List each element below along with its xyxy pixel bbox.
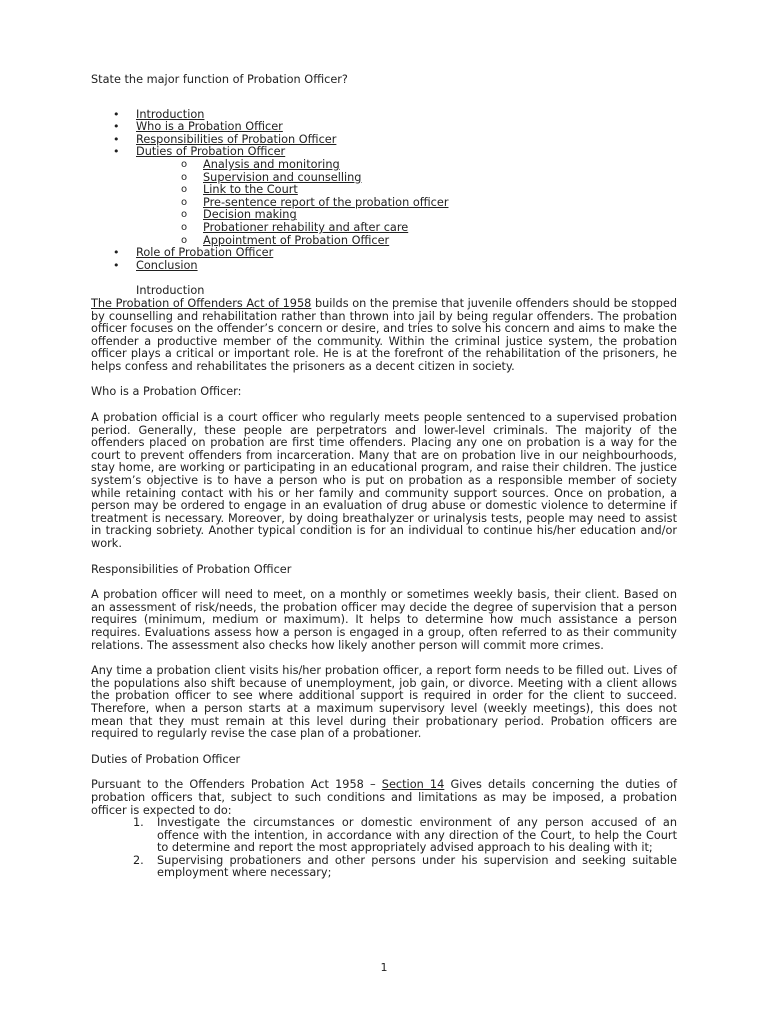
toc-link[interactable]: Probationer rehability and after care bbox=[203, 220, 409, 234]
responsibilities-paragraph-1: A probation officer will need to meet, on a monthly or sometimes weekly basis, their client. Based on an assessment of risk/needs, the probation officer may decide the degree of supervision that a person requires (minimum, medium or maximum). It helps to determine how much assistance a person requires. Evaluations assess how a person is engaged in a group, often referred to as their community relations. The assessment also checks how likely another person will commit more crimes. bbox=[91, 588, 677, 652]
act-link[interactable]: The Probation of Offenders Act of 1958 bbox=[91, 296, 312, 310]
intro-paragraph: The Probation of Offenders Act of 1958 builds on the premise that juvenile offenders should be stopped by counselling and rehabilitation rather than thrown into jail by being regular offenders. The probation officer focuses on the offender’s concern or desire, and tries to solve his concern and aims to make the offender a productive member of the community. Within the criminal justice system, the probation officer plays a critical or important role. He is at the forefront of the rehabilitation of the prisoners, he helps confess and rehabilitates the prisoners as a decent citizen in society. bbox=[91, 296, 677, 373]
duty-item bbox=[91, 855, 677, 880]
duty-item bbox=[91, 817, 677, 855]
toc-item bbox=[91, 159, 677, 172]
document-title: State the major function of Probation Officer? bbox=[91, 73, 348, 86]
duties-list bbox=[91, 817, 677, 880]
toc-link[interactable]: Link to the Court bbox=[203, 183, 298, 197]
duty-number: 1. bbox=[133, 816, 144, 830]
toc-link[interactable]: Role of Probation Officer bbox=[136, 246, 274, 260]
responsibilities-paragraph-2: Any time a probation client visits his/her probation officer, a report form needs to be filled out. Lives of the populations also shift because of unemployment, job gain, or divorce. Meeting with a client allows the probation officer to see where additional support is required in order for the client to succeed. Therefore, when a person starts at a maximum supervisory level (weekly meetings), this does not mean that they must remain at this level during their probationary period. Probation officers are required to regularly revise the case plan of a probationer. bbox=[91, 664, 677, 741]
duties-heading: Duties of Probation Officer bbox=[91, 752, 241, 766]
table-of-contents bbox=[91, 109, 677, 273]
section-14-link[interactable]: Section 14 bbox=[381, 778, 445, 792]
duties-intro-paragraph: Pursuant to the Offenders Probation Act 1958 – Section 14 Gives details concerning the duties of probation officers that, subject to such conditions and limitations as may be imposed, a probation officer is expected to do: bbox=[91, 778, 678, 817]
duty-text: Investigate the circumstances or domestic environment of any person accused of an offence with the intention, in accordance with any direction of the Court, to help the Court to determine and report the most appropriately advised approach to his dealing with it; bbox=[157, 816, 677, 855]
toc-link[interactable]: Responsibilities of Probation Officer bbox=[136, 132, 337, 146]
toc-link[interactable]: Who is a Probation Officer bbox=[136, 120, 283, 134]
page-number: 1 bbox=[380, 961, 388, 974]
who-paragraph: A probation official is a court officer who regularly meets people sentenced to a supervised probation period. Generally, these people are perpetrators and lower-level criminals. The majority of the offenders placed on probation are first time offenders. Placing any one on probation is a way for the court to prevent offenders from incarceration. Many that are on probation live in our neighbourhoods, stay home, are working or participating in an educational program, and raise their children. The justice system’s objective is to have a person who is put on probation as a responsible member of society while retaining contact with his or her family and community support sources. Once on probation, a person may be ordered to engage in an evaluation of drug abuse or domestic violence to determine if treatment is necessary. Moreover, by doing breathalyzer or urinalysis tests, people may need to assist in tracking sobriety. Another typical condition is for an individual to continue his/her education and/or work. bbox=[91, 411, 677, 550]
document-body bbox=[91, 74, 677, 880]
intro-heading: Introduction bbox=[136, 284, 205, 298]
toc-link[interactable]: Analysis and monitoring bbox=[203, 157, 340, 171]
toc-link[interactable]: Pre-sentence report of the probation officer bbox=[203, 195, 449, 209]
toc-link[interactable]: Decision making bbox=[203, 208, 297, 222]
toc-link[interactable]: Supervision and counselling bbox=[203, 170, 362, 184]
toc-link[interactable]: Conclusion bbox=[136, 258, 198, 272]
duty-text: Supervising probationers and other persons under his supervision and seeking suitable employment where necessary; bbox=[157, 853, 677, 880]
toc-item bbox=[91, 197, 677, 210]
duty-number: 2. bbox=[133, 853, 144, 867]
toc-item bbox=[91, 146, 677, 159]
toc-item bbox=[91, 172, 677, 185]
toc-link[interactable]: Duties of Probation Officer bbox=[136, 145, 286, 159]
toc-item bbox=[91, 260, 677, 273]
who-heading: Who is a Probation Officer: bbox=[91, 385, 242, 399]
toc-link[interactable]: Introduction bbox=[136, 107, 205, 121]
responsibilities-heading: Responsibilities of Probation Officer bbox=[91, 562, 292, 576]
toc-link[interactable]: Appointment of Probation Officer bbox=[203, 233, 390, 247]
